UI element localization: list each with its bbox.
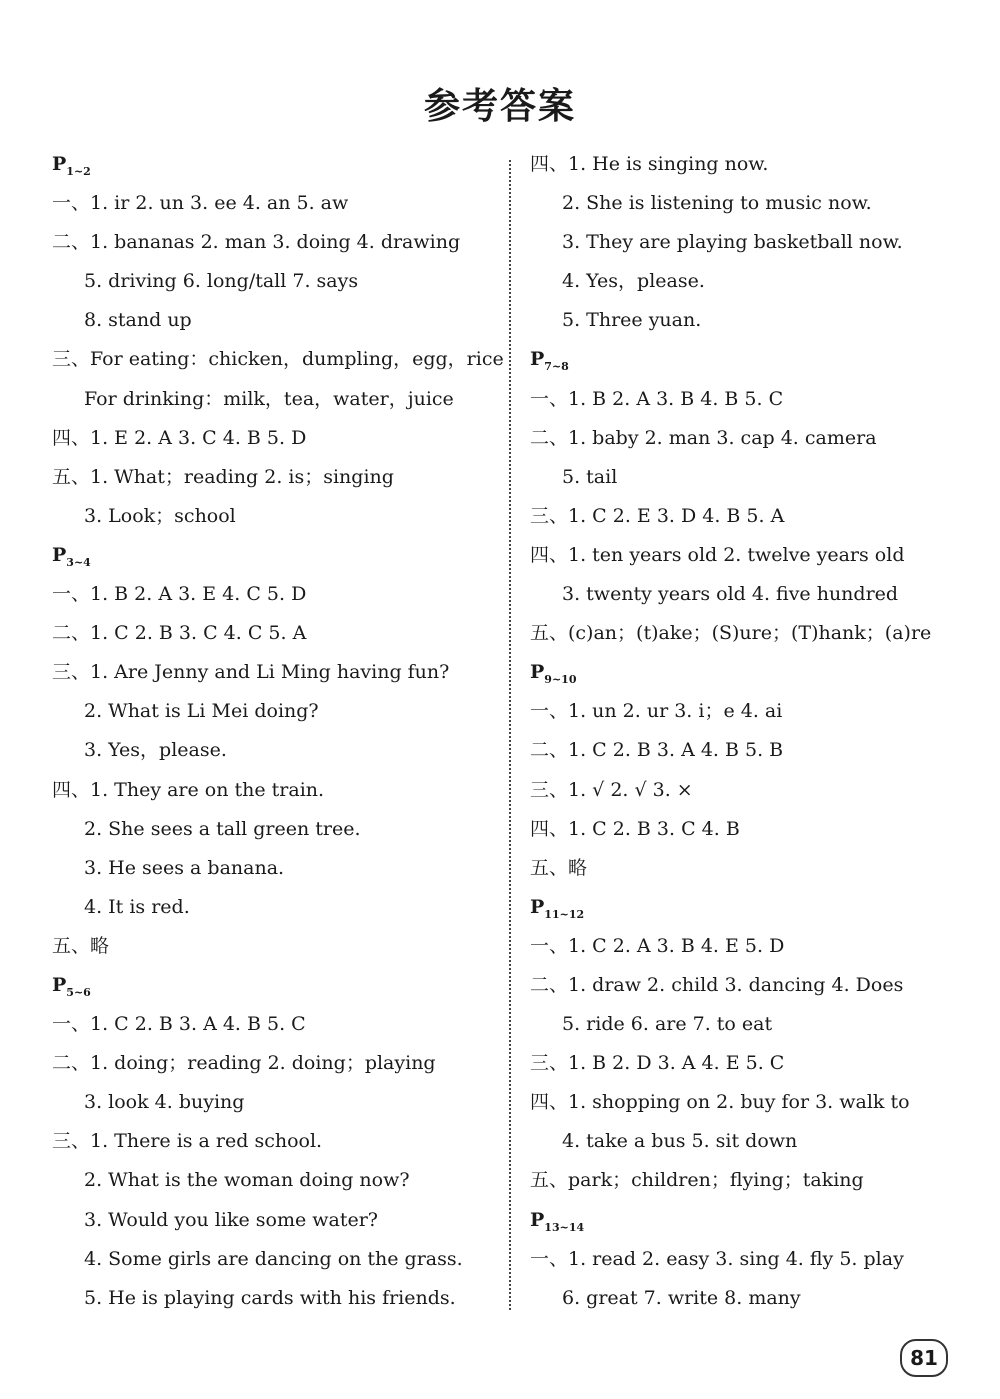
answer-line: 2. She sees a tall green tree. — [84, 817, 361, 840]
answer-line: 5. ride 6. are 7. to eat — [562, 1013, 773, 1036]
answer-line: 二、1. draw 2. child 3. dancing 4. Does — [530, 973, 904, 996]
page-range-heading — [530, 340, 970, 379]
answer-line: 五、略 — [52, 934, 110, 957]
answer-line: For drinking：milk，tea，water，juice — [84, 387, 454, 410]
answer-line: 4. take a bus 5. sit down — [562, 1130, 798, 1153]
answer-line: 一、1. C 2. A 3. B 4. E 5. D — [530, 934, 785, 957]
answer-line: 四、1. They are on the train. — [52, 778, 325, 801]
page-range-label: $P_{11\sim 12}$ — [530, 895, 585, 921]
left-column — [52, 145, 504, 1318]
page-range-heading — [530, 1201, 970, 1240]
page-number: 81 — [900, 1339, 948, 1377]
page-range-heading — [52, 966, 497, 1005]
page-range-label: $P_{9\sim 10}$ — [530, 661, 577, 687]
page-range-label: $P_{7\sim 8}$ — [530, 348, 569, 374]
answer-line: 二、1. C 2. B 3. A 4. B 5. B — [530, 739, 784, 762]
answer-line: 四、1. He is singing now. — [530, 153, 769, 175]
answer-line: 二、1. C 2. B 3. C 4. C 5. A — [52, 622, 307, 645]
answer-line: 一、1. read 2. easy 3. sing 4. fly 5. play — [530, 1247, 904, 1270]
right-column — [530, 145, 970, 1318]
answer-line: 4. It is red. — [84, 895, 190, 918]
answer-line: 五、略 — [530, 856, 588, 879]
answer-line: 3. He sees a banana. — [84, 856, 285, 879]
answer-line: 三、1. B 2. D 3. A 4. E 5. C — [530, 1052, 785, 1075]
answer-line: 二、1. doing；reading 2. doing；playing — [52, 1052, 436, 1075]
answer-line: 四、1. E 2. A 3. C 4. B 5. D — [52, 426, 307, 449]
answer-line: 3. Look；school — [84, 504, 236, 527]
page-range-label: $P_{13\sim 14}$ — [530, 1208, 585, 1234]
answer-line: 5. He is playing cards with his friends. — [84, 1286, 456, 1309]
page-range-label: $P_{3\sim 4}$ — [52, 543, 91, 569]
page-range-heading — [52, 145, 497, 184]
answer-line: 2. What is Li Mei doing? — [84, 700, 319, 723]
answer-line: 6. great 7. write 8. many — [562, 1286, 801, 1309]
answer-line: 8. stand up — [84, 309, 192, 332]
answer-line: 3. They are playing basketball now. — [562, 231, 903, 254]
answer-line: 四、1. ten years old 2. twelve years old — [530, 543, 905, 566]
answer-line: 3. twenty years old 4. five hundred — [562, 583, 899, 606]
answer-line: 3. Yes，please. — [84, 739, 227, 762]
page-range-label: $P_{1\sim 2}$ — [52, 153, 91, 178]
answer-line: 五、1. What；reading 2. is；singing — [52, 465, 394, 488]
answer-line: 5. Three yuan. — [562, 309, 702, 332]
answer-line: 三、1. C 2. E 3. D 4. B 5. A — [530, 504, 785, 527]
answer-line: 3. Would you like some water? — [84, 1208, 378, 1231]
page-range-heading — [52, 536, 497, 575]
answer-line: 三、For eating：chicken，dumpling，egg，rice — [52, 348, 504, 371]
answer-line: 五、park；children；flying；taking — [530, 1169, 864, 1192]
page-title: 参考答案 — [423, 86, 576, 127]
answer-line: 4. Yes，please. — [562, 270, 705, 293]
page-range-label: $P_{5\sim 6}$ — [52, 973, 91, 999]
answer-line: 二、1. baby 2. man 3. cap 4. camera — [530, 426, 877, 449]
answer-line: 三、1. Are Jenny and Li Ming having fun? — [52, 661, 450, 684]
page-range-heading — [530, 653, 970, 692]
answer-line: 一、1. B 2. A 3. B 4. B 5. C — [530, 387, 784, 410]
answer-line: 一、1. ir 2. un 3. ee 4. an 5. aw — [52, 192, 349, 215]
answer-line: 三、1. √ 2. √ 3. × — [530, 778, 693, 801]
answer-line: 5. tail — [562, 465, 618, 488]
page-range-heading — [530, 888, 970, 927]
answer-line: 2. What is the woman doing now? — [84, 1169, 410, 1192]
answer-line: 3. look 4. buying — [84, 1091, 245, 1114]
answer-line: 四、1. shopping on 2. buy for 3. walk to — [530, 1091, 910, 1114]
answer-line: 二、1. bananas 2. man 3. doing 4. drawing — [52, 231, 461, 254]
answer-line: 五、(c)an；(t)ake；(S)ure；(T)hank；(a)re — [530, 622, 932, 645]
answer-line: 四、1. C 2. B 3. C 4. B — [530, 817, 740, 840]
answer-line: 5. driving 6. long/tall 7. says — [84, 270, 359, 293]
answer-line: 一、1. C 2. B 3. A 4. B 5. C — [52, 1013, 306, 1036]
answer-line: 一、1. B 2. A 3. E 4. C 5. D — [52, 583, 307, 606]
column-divider — [509, 160, 511, 1310]
answer-line: 2. She is listening to music now. — [562, 192, 872, 215]
answer-line: 三、1. There is a red school. — [52, 1130, 323, 1153]
answer-line: 4. Some girls are dancing on the grass. — [84, 1247, 463, 1270]
answer-line: 一、1. un 2. ur 3. i；e 4. ai — [530, 700, 783, 723]
